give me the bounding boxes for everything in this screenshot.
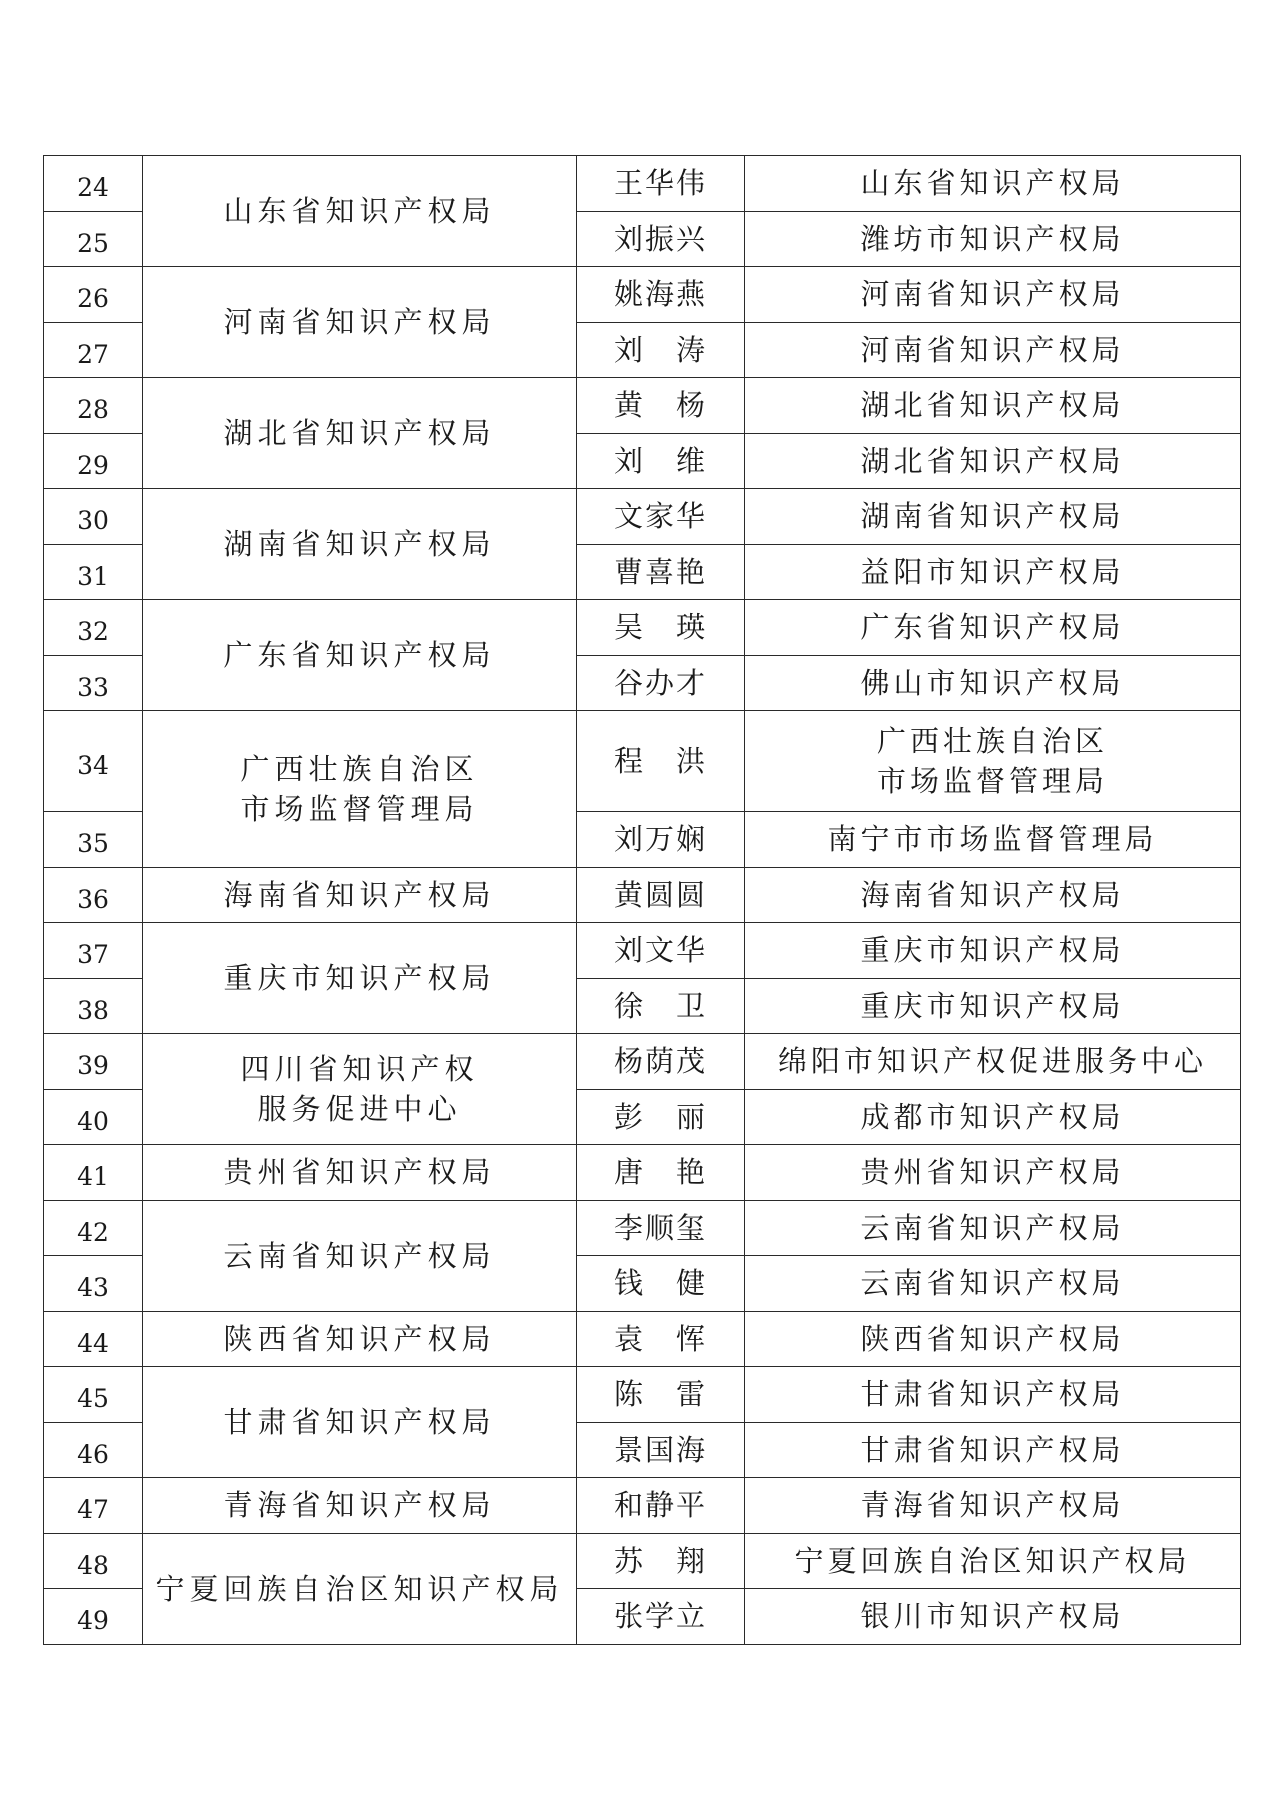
row-number: 40 (44, 1089, 143, 1145)
recommending-agency (143, 923, 577, 1034)
recommending-agency (143, 378, 577, 489)
row-number: 48 (44, 1533, 143, 1589)
personnel-table (43, 155, 1241, 1645)
work-unit (745, 544, 1241, 600)
agency-line: 市场监督管理局 (240, 791, 479, 826)
table-row (44, 489, 1241, 545)
person-name: 钱 健 (577, 1256, 745, 1312)
agency-line: 重庆市知识产权局 (223, 961, 496, 995)
work-unit (745, 1478, 1241, 1534)
row-number: 37 (44, 923, 143, 979)
work-unit (745, 1200, 1241, 1256)
recommending-agency (143, 156, 577, 267)
person-name: 黄圆圆 (577, 867, 745, 923)
unit-line: 云南省知识产权局 (860, 1266, 1125, 1301)
agency-line: 湖南省知识产权局 (223, 527, 496, 561)
work-unit (745, 867, 1241, 923)
row-number: 45 (44, 1367, 143, 1423)
unit-line: 甘肃省知识产权局 (860, 1432, 1125, 1467)
unit-line: 河南省知识产权局 (860, 277, 1125, 312)
person-name: 程 洪 (577, 711, 745, 812)
recommending-agency (143, 1034, 577, 1145)
recommending-agency (143, 1367, 577, 1478)
unit-line: 重庆市知识产权局 (860, 988, 1125, 1023)
table-row (44, 378, 1241, 434)
unit-line: 市场监督管理局 (876, 764, 1108, 798)
work-unit (745, 1145, 1241, 1201)
person-name: 景国海 (577, 1422, 745, 1478)
recommending-agency (143, 600, 577, 711)
person-name: 唐 艳 (577, 1145, 745, 1201)
agency-line: 服务促进中心 (257, 1092, 462, 1126)
work-unit (745, 923, 1241, 979)
person-name: 谷办才 (577, 655, 745, 711)
agency-line: 宁夏回族自治区知识产权局 (155, 1571, 564, 1606)
work-unit (745, 655, 1241, 711)
agency-line: 青海省知识产权局 (223, 1488, 496, 1523)
unit-line: 成都市知识产权局 (860, 1099, 1125, 1134)
unit-line: 陕西省知识产权局 (860, 1321, 1125, 1356)
unit-line: 佛山市知识产权局 (860, 665, 1125, 700)
row-number: 31 (44, 544, 143, 600)
agency-line: 陕西省知识产权局 (223, 1321, 496, 1356)
row-number: 34 (44, 711, 143, 812)
row-number: 38 (44, 978, 143, 1034)
unit-line: 广西壮族自治区 (876, 724, 1108, 758)
table-row (44, 1200, 1241, 1256)
agency-line: 湖北省知识产权局 (223, 416, 496, 450)
person-name: 王华伟 (577, 156, 745, 212)
recommending-agency (143, 1311, 577, 1367)
agency-line: 河南省知识产权局 (223, 305, 496, 339)
unit-line: 潍坊市知识产权局 (860, 221, 1125, 256)
work-unit (745, 211, 1241, 267)
table-row (44, 1533, 1241, 1589)
row-number: 26 (44, 267, 143, 323)
unit-line: 湖北省知识产权局 (860, 443, 1125, 478)
recommending-agency (143, 1478, 577, 1534)
unit-line: 云南省知识产权局 (860, 1210, 1125, 1245)
person-name: 曹喜艳 (577, 544, 745, 600)
row-number: 49 (44, 1589, 143, 1645)
work-unit (745, 812, 1241, 868)
recommending-agency (143, 711, 577, 868)
table-body (44, 156, 1241, 1645)
table-row (44, 1367, 1241, 1423)
table-row (44, 600, 1241, 656)
agency-line: 四川省知识产权 (240, 1052, 479, 1086)
recommending-agency (143, 867, 577, 923)
person-name: 吴 瑛 (577, 600, 745, 656)
unit-line: 南宁市市场监督管理局 (827, 822, 1158, 857)
work-unit (745, 1256, 1241, 1312)
row-number: 46 (44, 1422, 143, 1478)
person-name: 文家华 (577, 489, 745, 545)
person-name: 姚海燕 (577, 267, 745, 323)
work-unit (745, 267, 1241, 323)
row-number: 24 (44, 156, 143, 212)
unit-line: 山东省知识产权局 (860, 166, 1125, 201)
table-row (44, 711, 1241, 812)
row-number: 27 (44, 322, 143, 378)
work-unit (745, 1367, 1241, 1423)
agency-line: 甘肃省知识产权局 (223, 1405, 496, 1439)
table-row (44, 1145, 1241, 1201)
unit-line: 宁夏回族自治区知识产权局 (794, 1543, 1191, 1578)
work-unit (745, 1089, 1241, 1145)
person-name: 刘 维 (577, 433, 745, 489)
unit-line: 广东省知识产权局 (860, 610, 1125, 645)
unit-line: 湖南省知识产权局 (860, 499, 1125, 534)
row-number: 44 (44, 1311, 143, 1367)
unit-line: 湖北省知识产权局 (860, 388, 1125, 423)
person-name: 刘振兴 (577, 211, 745, 267)
row-number: 43 (44, 1256, 143, 1312)
work-unit (745, 1589, 1241, 1645)
person-name: 陈 雷 (577, 1367, 745, 1423)
unit-line: 海南省知识产权局 (860, 877, 1125, 912)
unit-line: 重庆市知识产权局 (860, 933, 1125, 968)
work-unit (745, 978, 1241, 1034)
row-number: 29 (44, 433, 143, 489)
agency-line: 山东省知识产权局 (223, 194, 496, 228)
unit-line: 甘肃省知识产权局 (860, 1377, 1125, 1412)
work-unit (745, 433, 1241, 489)
agency-line: 海南省知识产权局 (223, 877, 496, 912)
row-number: 33 (44, 655, 143, 711)
person-name: 苏 翔 (577, 1533, 745, 1589)
agency-line: 广东省知识产权局 (223, 638, 496, 672)
unit-line: 益阳市知识产权局 (860, 554, 1125, 589)
work-unit (745, 322, 1241, 378)
table-row (44, 156, 1241, 212)
table-row (44, 1478, 1241, 1534)
unit-line: 河南省知识产权局 (860, 332, 1125, 367)
person-name: 徐 卫 (577, 978, 745, 1034)
person-name: 杨荫茂 (577, 1034, 745, 1090)
unit-line: 贵州省知识产权局 (860, 1155, 1125, 1190)
work-unit (745, 1533, 1241, 1589)
row-number: 25 (44, 211, 143, 267)
work-unit (745, 489, 1241, 545)
person-name: 张学立 (577, 1589, 745, 1645)
person-name: 袁 恽 (577, 1311, 745, 1367)
row-number: 41 (44, 1145, 143, 1201)
recommending-agency (143, 1533, 577, 1644)
person-name: 黄 杨 (577, 378, 745, 434)
table-row (44, 1311, 1241, 1367)
person-name: 刘万娴 (577, 812, 745, 868)
table-row (44, 923, 1241, 979)
work-unit (745, 600, 1241, 656)
person-name: 刘文华 (577, 923, 745, 979)
recommending-agency (143, 1200, 577, 1311)
row-number: 28 (44, 378, 143, 434)
row-number: 47 (44, 1478, 143, 1534)
row-number: 32 (44, 600, 143, 656)
agency-line: 广西壮族自治区 (240, 751, 479, 786)
unit-line: 银川市知识产权局 (860, 1599, 1125, 1634)
work-unit (745, 1422, 1241, 1478)
person-name: 彭 丽 (577, 1089, 745, 1145)
agency-line: 贵州省知识产权局 (223, 1155, 496, 1190)
row-number: 30 (44, 489, 143, 545)
work-unit (745, 378, 1241, 434)
work-unit (745, 711, 1241, 812)
unit-line: 绵阳市知识产权促进服务中心 (777, 1044, 1207, 1079)
agency-line: 云南省知识产权局 (223, 1238, 496, 1273)
recommending-agency (143, 267, 577, 378)
person-name: 和静平 (577, 1478, 745, 1534)
recommending-agency (143, 1145, 577, 1201)
unit-line: 青海省知识产权局 (860, 1488, 1125, 1523)
table-row (44, 267, 1241, 323)
work-unit (745, 156, 1241, 212)
table-row (44, 1034, 1241, 1090)
row-number: 39 (44, 1034, 143, 1090)
recommending-agency (143, 489, 577, 600)
row-number: 36 (44, 867, 143, 923)
work-unit (745, 1034, 1241, 1090)
row-number: 42 (44, 1200, 143, 1256)
person-name: 刘 涛 (577, 322, 745, 378)
table-row (44, 867, 1241, 923)
row-number: 35 (44, 812, 143, 868)
person-name: 李顺玺 (577, 1200, 745, 1256)
work-unit (745, 1311, 1241, 1367)
